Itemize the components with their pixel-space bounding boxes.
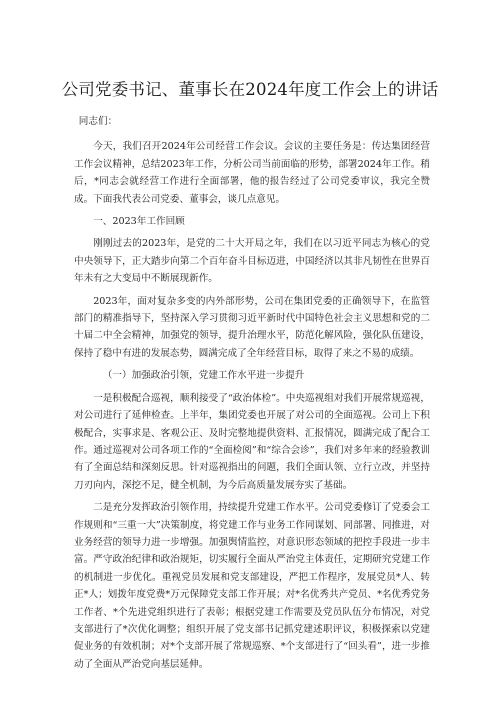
document-body [74, 113, 430, 678]
subsection-heading: （一）加强政治引领，党建工作水平进一步提升 [102, 370, 305, 382]
document-title: 公司党委书记、董事长在2024年度工作会上的讲话 [61, 80, 439, 99]
paragraph: 2023年，面对复杂多变的内外部形势，公司在集团党委的正确领导下，在监管部门的精准指导下，坚持深入学习贯彻习近平新时代中国特色社会主义思想和党的二十届二中全会精神，加强党的领导，提升治理水平，防范化解风险，强化队伍建设，保持了稳中有进的发展态势，圆满完成了全年经营目标，取得了来之不易的成绩。 [74, 295, 430, 359]
paragraph: 一是积极配合巡视，顺利接受了“政治体检”。中央巡视组对我们开展常规巡视，对公司进行了延伸检查。上半年，集团党委也开展了对公司的全面巡视。公司上下积极配合，实事求是、客观公正、及时完整地提供资料、汇报情况，圆满完成了配合工作。通过巡视对公司各项工作的“全面检阅”和“综合会诊”，我们对多年来的经验教训有了全面总结和深刻反思。针对巡视指出的问题，我们全面认领、立行立改，并坚持刀刃向内，深挖不足，健全机制，为今后高质量发展夯实了基础。 [74, 392, 430, 491]
section-heading: 一、2023年工作回顾 [93, 216, 185, 228]
paragraph: 刚刚过去的2023年，是党的二十大开局之年，我们在以习近平同志为核心的党中央领导下，正大踏步向第二个百年奋斗目标迈进，中国经济以其非凡韧性在世界百年未有之大变局中不断展现新作。 [74, 238, 430, 285]
paragraph: 二是充分发挥政治引领作用，持续提升党建工作水平。公司党委修订了党委会工作规则和“三重一大”决策制度，将党建工作与业务工作同谋划、同部署、同推进，对业务经营的领导力进一步增强。加强舆情监控，对意识形态领域的把控手段进一步丰富。严守政治纪律和政治规矩，切实履行全面从严治党主体责任，定期研究党建工作的机制进一步优化。重视党员发展和党支部建设，严把工作程序，发展党员*人、转正*人；划拨年度党费*万元保障党支部工作开展；对*名优秀共产党员、*名优秀党务工作者、*个先进党组织进行了表彰；根据党建工作需要及党员队伍分布情况，对党支部进行了*次优化调整；组织开展了党支部书记抓党建述职评议，积极探索以党建促业务的有效机制；对*个支部开展了常规巡察、*个支部进行了“回头看”，进一步推动了全面从严治党向基层延伸。 [74, 502, 430, 670]
intro-paragraph: 今天，我们召开2024年公司经营工作会议。会议的主要任务是：传达集团经营工作会议精神，总结2023年工作，分析公司当前面临的形势，部署2024年工作。稍后，*同志会就经营工作进行全面部署，他的报告经过了公司党委审议，我完全赞成。下面我代表公司党委、董事会，谈几点意见。 [74, 141, 430, 205]
greeting: 同志们： [78, 116, 118, 127]
